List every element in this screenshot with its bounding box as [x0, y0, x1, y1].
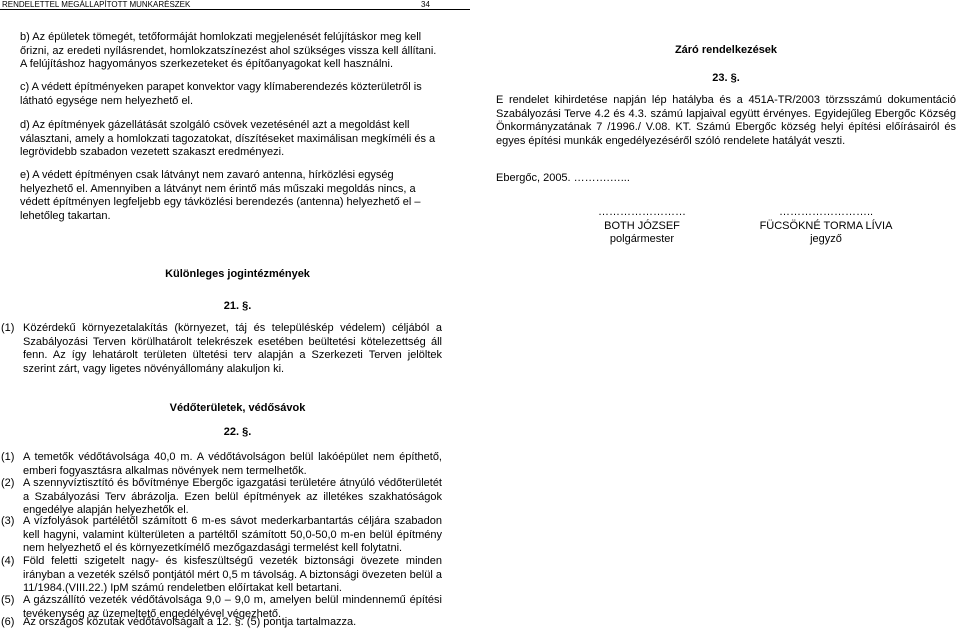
closing-text: E rendelet kihirdetése napján lép hatályba és a 451A-TR/2003 törzsszámú dokumentáció Szabályozási Terve 4.2 és 4.3. számú lapjaival együtt érvényes. Egyidejűleg Ebergőc Község Önkormányzatának 7 /1996./ V.08. KT. Számú Ebergőc község helyi építési előírásairól és egyes építési munkák engedélyezéséről szóló rendelete hatályát veszti.	[496, 94, 956, 147]
signature-line: ……………………..	[778, 206, 874, 218]
protection-item-4	[1, 555, 447, 597]
item-b: b) Az épületek tömegét, tetőformáját homlokzati megjelenését felújításkor meg kell őrizni, az eredeti nyílásrendet, homlokzatszínezést ahol szükséges vissza kell állítani. A felújításhoz hagyományos szerkezeteket és építőanyagokat kell használni.	[20, 31, 437, 70]
closing-heading: Záró rendelkezések	[674, 44, 778, 56]
signatory-title: jegyző	[810, 233, 842, 246]
item-number: (6)	[1, 616, 15, 628]
item-text: Az országos közutak védőtávolságait a 12. §. (5) pontja tartalmazza.	[23, 616, 357, 628]
special-item-1	[1, 322, 447, 378]
page-header	[0, 0, 960, 9]
item-text: Föld feletti szigetelt nagy- és kisfeszültségű vezeték biztonsági övezete minden irányban a vezeték szélső pontjától mért 0,5 m távolság. A biztonsági övezeten belül a 11/1984.(VIII.22.) IpM számú rendeletben előírtakat kell betartani.	[23, 555, 442, 595]
signature-mayor	[574, 206, 710, 247]
protection-item-2	[1, 477, 447, 519]
item-number: (4)	[1, 555, 15, 567]
item-number: (2)	[1, 477, 15, 489]
item-text: Közérdekű környezetalakítás (környezet, táj és településkép védelem) céljából a Szabályozási Terven körülhatárolt telekrészek esetében beültetési kötelezettség áll fenn. Az így lehatárolt területen ültetési terv alapján a Szerkezeti Terven jelöltek szerint zárt, vagy ligetes növényállomány alakuljon ki.	[23, 322, 442, 375]
header-rule	[0, 9, 470, 10]
protection-item-6	[1, 616, 447, 630]
item-number: (5)	[1, 594, 15, 606]
signatory-name: FÜCSÖKNÉ TORMA LÍVIA	[759, 219, 893, 232]
signatory-name: BOTH JÓZSEF	[604, 219, 680, 232]
page-number: 34	[421, 0, 430, 9]
protection-item-3	[1, 515, 447, 557]
item-text: A szennyvíztisztító és bővítménye Ebergőc igazgatási területére átnyúló védőterületét a Szabályozási Terv ábrázolja. Ezen belül építmények az illetékes szakhatóságok engedélye alapján helyezhetők el.	[23, 477, 442, 517]
item-number: (3)	[1, 515, 15, 527]
item-number: (1)	[1, 322, 15, 334]
header-title: RENDELETTEL MEGÁLLAPÍTOTT MUNKARÉSZEK	[2, 0, 191, 9]
signature-line: ……………………	[598, 206, 686, 218]
item-d: d) Az építmények gázellátását szolgáló csövek vezetésénél azt a megoldást kell választani, amely a homlokzati tagozatokat, díszítéseket maximálisan megkíméli és a legrövidebb szabadon vezetett szakaszt eredményezi.	[20, 119, 436, 158]
closing-section-number: 23. §.	[712, 72, 740, 84]
item-number: (1)	[1, 451, 15, 463]
item-text: A vízfolyások partélétől számított 6 m-es sávot mederkarbantartás céljára szabadon kell hagyni, valamint külterületen a partéltől számított 50,0-50,0 m-en belül építmény nem helyezhető el és környezetkímélő mezőgazdasági termelést kell folytatni.	[23, 515, 442, 555]
item-c: c) A védett építményeken parapet konvektor vagy klímaberendezés közterületről is látható egysége nem helyezhető el.	[20, 81, 422, 107]
special-section-number: 21. §.	[223, 300, 252, 312]
protection-item-1	[1, 451, 447, 479]
protection-section-number: 22. §.	[223, 426, 252, 438]
item-text: A gázszállító vezeték védőtávolsága 9,0 – 9,0 m, amelyen belül mindennemű építési tevékenység az üzemeltető engedélyével végezhető.	[23, 594, 442, 620]
item-text: A temetők védőtávolsága 40,0 m. A védőtávolságon belül lakóépület nem építhető, emberi fogyasztásra alkalmas növények nem termelhetők.	[23, 451, 442, 477]
special-heading: Különleges jogintézmények	[165, 268, 310, 280]
place-date: Ebergőc, 2005. ……….…...	[496, 172, 630, 184]
signatory-title: polgármester	[609, 233, 675, 246]
item-e: e) A védett építményen csak látványt nem zavaró antenna, hírközlési egység helyezhető el. Amennyiben a látványt nem érintő más műszaki megoldás nincs, a védett építményen legfeljebb egy távközlési berendezés (antenna) helyezhető el – lehetőleg takartan.	[20, 169, 421, 222]
protection-heading: Védőterületek, védősávok	[169, 402, 306, 414]
signature-notary	[752, 206, 900, 247]
